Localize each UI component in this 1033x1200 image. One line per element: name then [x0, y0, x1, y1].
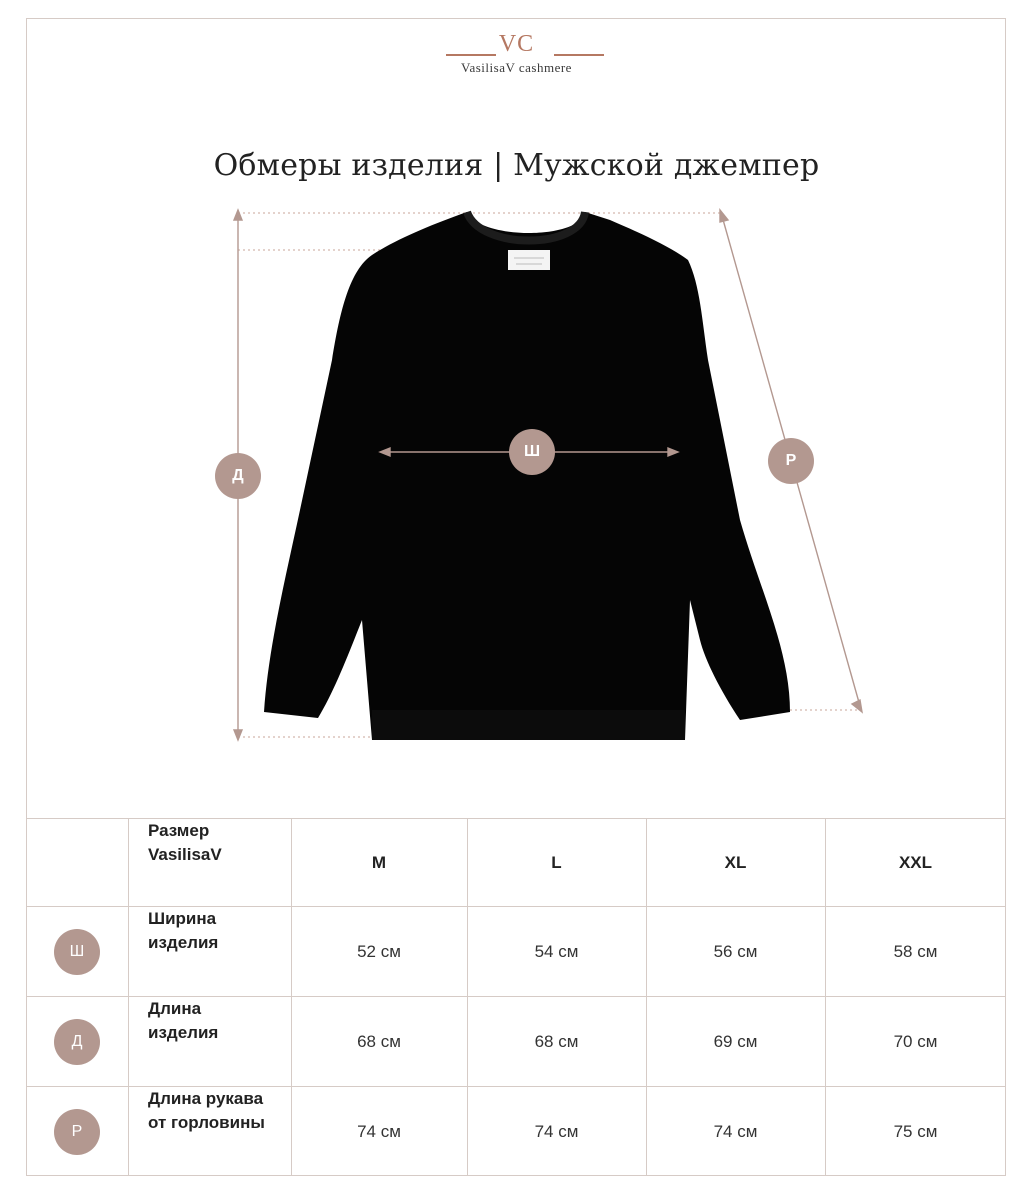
logo-wordmark: VasilisaV cashmere [461, 60, 572, 75]
size-xl-header: XL [724, 853, 747, 872]
row-label-line1: Ширина [148, 909, 217, 928]
size-xxl-header: XXL [898, 853, 933, 872]
page-title: Обмеры изделия | Мужской джемпер [213, 148, 820, 184]
row-label-line2: изделия [148, 1023, 219, 1042]
table-cell: 75 см [893, 1122, 938, 1141]
table-row [26, 1086, 1006, 1177]
sleeve-badge: Р [768, 438, 814, 484]
row-label [148, 1087, 308, 1177]
table-cell: 69 см [713, 1032, 758, 1051]
table-cell: 56 см [713, 942, 758, 961]
table-cell: 52 см [357, 942, 401, 961]
table-cell: 74 см [534, 1122, 579, 1141]
garment-label [508, 250, 550, 270]
row-label-line2: от горловины [148, 1113, 265, 1132]
row-label [148, 997, 308, 1087]
table-header-row [26, 818, 1006, 907]
header-label-line2: VasilisaV [148, 845, 222, 864]
table-cell: 74 см [713, 1122, 758, 1141]
row-badge-length: Д [54, 1019, 100, 1065]
size-l-header: L [551, 853, 562, 872]
row-label-line2: изделия [148, 933, 219, 952]
header-label-line1: Размер [148, 821, 210, 840]
width-badge: Ш [509, 429, 555, 475]
header-label [148, 819, 308, 907]
length-badge: Д [215, 453, 261, 499]
row-label-line1: Длина рукава [148, 1089, 264, 1108]
table-cell: 70 см [893, 1032, 938, 1051]
table-cell: 74 см [357, 1122, 401, 1141]
row-label [148, 907, 308, 997]
row-badge-sleeve: Р [54, 1109, 100, 1155]
logo-mark: VC [498, 31, 535, 57]
table-cell: 68 см [357, 1032, 401, 1051]
table-row [26, 906, 1006, 997]
row-label-line1: Длина [148, 999, 202, 1018]
table-cell: 68 см [534, 1032, 579, 1051]
table-cell: 58 см [893, 942, 938, 961]
table-row [26, 996, 1006, 1087]
row-badge-width: Ш [54, 929, 100, 975]
sweater-image [264, 212, 790, 740]
size-m-header: M [371, 853, 387, 872]
table-cell: 54 см [534, 942, 579, 961]
